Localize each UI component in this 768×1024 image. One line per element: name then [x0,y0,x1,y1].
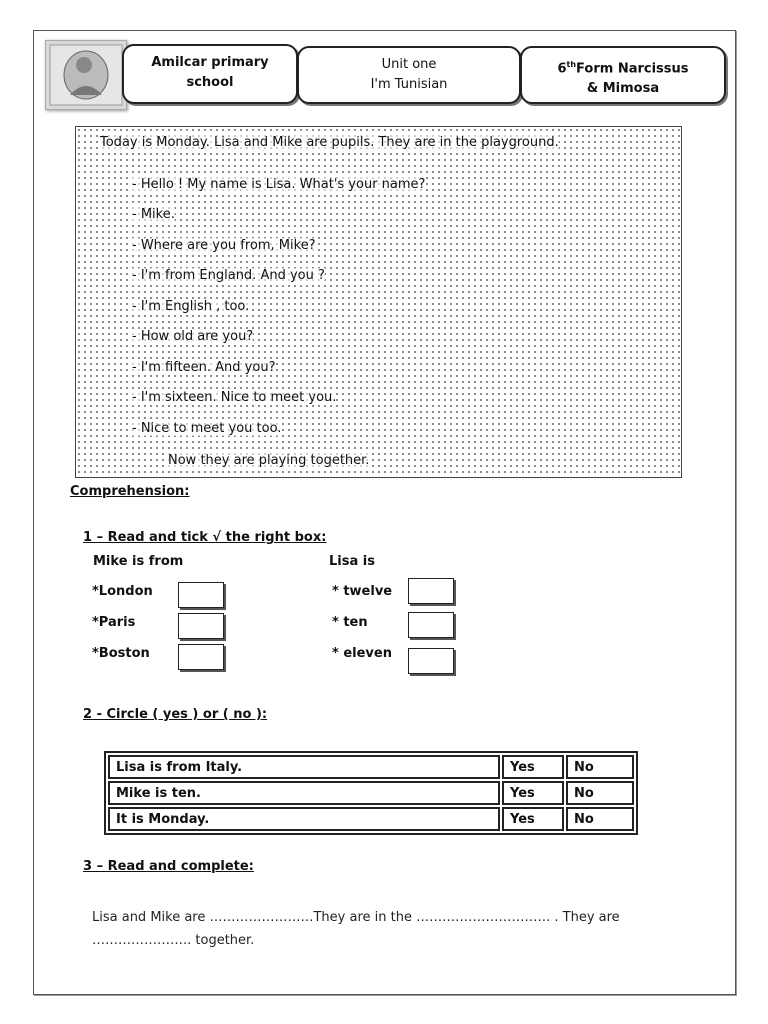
class-line1 [522,55,724,79]
school-name-line1: Amilcar primary [151,55,269,70]
statement-cell: Mike is ten. [108,781,500,805]
tick-box-london[interactable] [178,582,224,608]
exercise-2-title: 2 - Circle ( yes ) or ( no ): [83,707,268,722]
dialogue-box [75,126,682,478]
form-superscript: th [566,60,577,69]
dialogue-line: - Where are you from, Mike? [132,238,316,253]
dialogue-outro: Now they are playing together. [168,453,370,468]
yes-option[interactable]: Yes [502,807,564,831]
dialogue-line: - Nice to meet you too. [132,421,282,436]
unit-subtitle: I'm Tunisian [370,77,448,92]
option-label: * twelve [332,584,393,599]
table-row [108,755,634,779]
tick-box-ten[interactable] [408,612,454,638]
unit-box [297,46,521,104]
exercise-3-title: 3 – Read and complete: [83,859,254,874]
form-name: Form Narcissus [576,61,689,77]
dialogue-line: - Mike. [132,207,175,222]
dialogue-line: - I'm from England. And you ? [132,268,325,283]
option-label: *London [92,584,153,599]
no-option[interactable]: No [566,781,634,805]
dialogue-line: - I'm sixteen. Nice to meet you. [132,390,337,405]
option-label: *Paris [92,615,136,630]
class-line2: & Mimosa [586,81,660,97]
table-row [108,781,634,805]
option-label: *Boston [92,646,150,661]
option-label: * eleven [332,646,392,661]
exercise-1-title: 1 – Read and tick √ the right box: [83,530,327,545]
option-label: * ten [332,615,368,630]
dialogue-line: - Hello ! My name is Lisa. What's your name? [132,177,426,192]
school-name-line2: school [186,75,234,90]
mike-from-heading: Mike is from [93,554,184,569]
statement-cell: Lisa is from Italy. [108,755,500,779]
fill-in-text[interactable]: Lisa and Mike are ……………………They are in the …………………………. . They are ………………….. together. [92,910,620,948]
form-number: 6 [557,61,567,77]
no-option[interactable]: No [566,755,634,779]
table-row [108,807,634,831]
dialogue-line: - How old are you? [132,329,254,344]
lisa-age-heading: Lisa is [329,554,375,569]
unit-title: Unit one [381,57,437,72]
tick-box-boston[interactable] [178,644,224,670]
school-logo-icon [45,40,127,110]
comprehension-title: Comprehension: [70,484,190,499]
class-box [520,46,726,104]
tick-box-paris[interactable] [178,613,224,639]
tick-box-twelve[interactable] [408,578,454,604]
no-option[interactable]: No [566,807,634,831]
yes-option[interactable]: Yes [502,755,564,779]
yes-no-table [104,751,638,835]
statement-cell: It is Monday. [108,807,500,831]
tick-box-eleven[interactable] [408,648,454,674]
school-name-box [122,44,298,104]
yes-option[interactable]: Yes [502,781,564,805]
dialogue-line: - I'm fifteen. And you? [132,360,276,375]
dialogue-intro: Today is Monday. Lisa and Mike are pupils. They are in the playground. [100,135,559,150]
dialogue-line: - I'm English , too. [132,299,250,314]
